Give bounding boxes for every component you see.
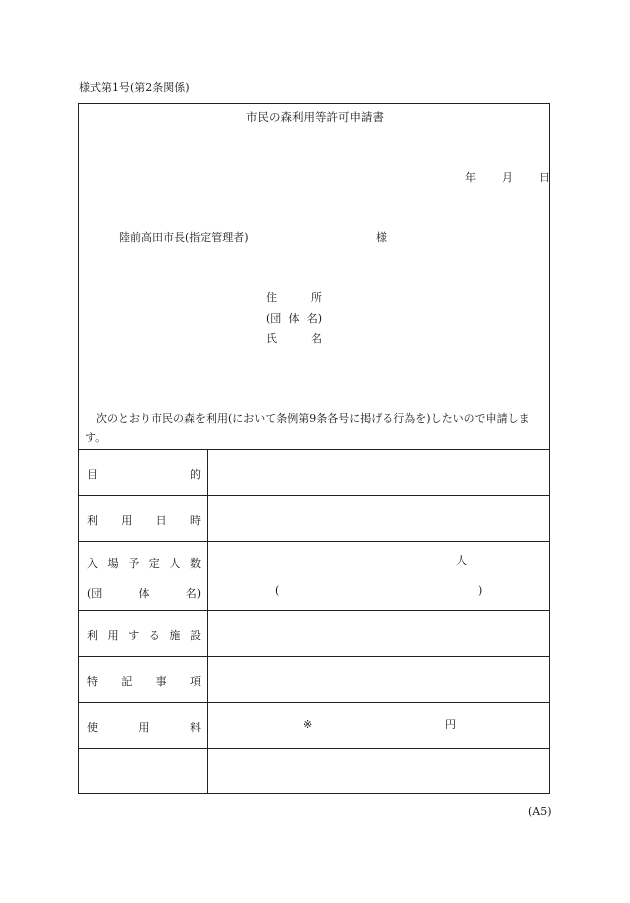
row-label-expected-attendance (87, 555, 201, 571)
label-char: 利 (87, 514, 98, 527)
label-char: 人 (169, 557, 181, 570)
label-char: 目 (87, 468, 98, 481)
purpose-field[interactable] (209, 450, 549, 494)
blank-row-field[interactable] (209, 749, 549, 793)
label-char: (団 (266, 312, 282, 325)
label-char: 使 (87, 721, 98, 734)
label-char: 体 (288, 312, 300, 325)
label-char: す (128, 629, 140, 642)
label-char: 項 (189, 675, 201, 688)
label-char: 所 (311, 291, 322, 304)
special-notes-field[interactable] (209, 657, 549, 701)
label-char: 時 (189, 514, 201, 527)
date-year: 年 (465, 171, 476, 184)
label-char: 住 (266, 291, 277, 304)
form-number: 様式第1号(第2条関係) (79, 81, 190, 94)
label-char: る (148, 629, 160, 642)
row-label-usage-datetime (87, 512, 201, 528)
label-char: 設 (189, 629, 201, 642)
form-title: 市民の森利用等許可申請書 (246, 110, 384, 124)
paper-size: (A5) (528, 805, 552, 818)
application-form (78, 103, 550, 794)
date-month: 月 (502, 171, 513, 184)
label-char: 名) (185, 587, 201, 600)
addressee-honorific: 様 (376, 231, 387, 244)
row-label-special-notes (87, 673, 201, 689)
applicant-address-label (266, 292, 322, 303)
attendance-unit: 人 (456, 554, 467, 567)
label-char: 日 (155, 514, 167, 527)
label-char: 場 (107, 557, 119, 570)
label-char: 定 (148, 557, 160, 570)
label-char: 施 (169, 629, 181, 642)
label-char: 体 (138, 587, 150, 600)
label-char: 用 (121, 514, 133, 527)
row-label-facilities (87, 627, 201, 643)
label-char: 名) (306, 312, 322, 325)
label-char: 入 (87, 557, 98, 570)
applicant-group-label (266, 313, 322, 324)
label-char: 氏 (266, 332, 277, 345)
row-label-usage-fee (87, 719, 201, 735)
label-char: 事 (155, 675, 167, 688)
label-char: 数 (189, 557, 201, 570)
label-char: 特 (87, 675, 98, 688)
usage-fee-unit: 円 (445, 718, 456, 731)
label-char: 料 (190, 721, 201, 734)
group-name-paren-close: ) (478, 584, 483, 597)
addressee-name: 陸前高田市長(指定管理者) (119, 231, 249, 244)
label-char: 的 (190, 468, 201, 481)
label-char: 予 (128, 557, 140, 570)
label-char: 用 (107, 629, 119, 642)
label-char: 名 (311, 332, 322, 345)
date-day: 日 (539, 171, 550, 184)
facilities-field[interactable] (209, 611, 549, 655)
label-char: 利 (87, 629, 98, 642)
label-char: 用 (138, 721, 150, 734)
label-char: (団 (87, 587, 103, 600)
application-statement: 次のとおり市民の森を利用(において条例第9条各号に掲げる行為を)したいので申請します。 (85, 412, 530, 444)
usage-fee-note-mark: ※ (303, 718, 313, 731)
row-label-group-name (87, 585, 201, 601)
label-char: 記 (121, 675, 133, 688)
row-label-purpose (87, 466, 201, 482)
group-name-paren-open: ( (275, 584, 280, 597)
applicant-name-label (266, 333, 322, 344)
usage-datetime-field[interactable] (209, 496, 549, 540)
